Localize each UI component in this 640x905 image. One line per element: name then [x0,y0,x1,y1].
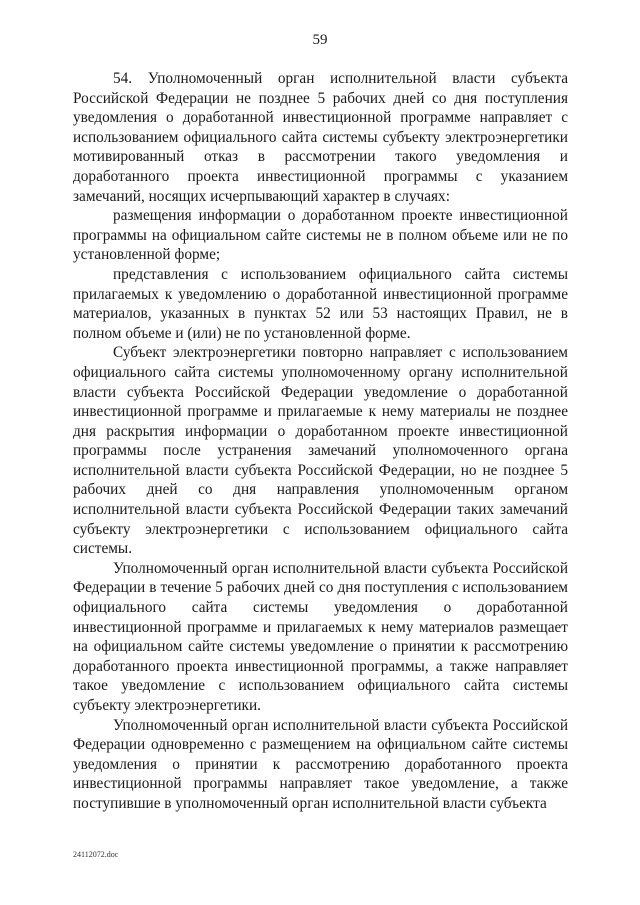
list-item-submission-materials: представления с использованием официального сайта системы прилагаемых к уведомлению о доработанной инвестиционной программе материалов, указанных в пунктах 52 или 53 настоящих Правил, не в полном объеме и (или) не по установленной форме. [73,265,568,342]
paragraph-acceptance-notice: Уполномоченный орган исполнительной власти субъекта Российской Федерации в течение 5 рабочих дней со дня поступления с использованием официального сайта системы уведомления о доработанной инвестиционной программе и прилагаемых к нему материалов размещает на официальном сайте системы уведомление о принятии к рассмотрению доработанного проекта инвестиционной программы, а также направляет такое уведомление с использованием официального сайта системы субъекту электроэнергетики. [73,559,568,714]
paragraph-54: 54. Уполномоченный орган исполнительной власти субъекта Российской Федерации не позднее 5 рабочих дней со дня поступления уведомления о доработанной инвестиционной программе направляет с использованием официального сайта системы субъекту электроэнергетики мотивированный отказ в рассмотрении такого уведомления и доработанного проекта инвестиционной программы с указанием замечаний, носящих исчерпывающий характер в случаях: [73,70,568,205]
document-file-code: 24112072.doc [73,850,119,859]
paragraph-resubmission: Субъект электроэнергетики повторно направляет с использованием официального сайта системы уполномоченному органу исполнительной власти субъекта Российской Федерации уведомление о доработанной инвестиционной программе и прилагаемые к нему материалы не позднее дня раскрытия информации о доработанном проекте инвестиционной программы после устранения замечаний уполномоченного органа исполнительной власти субъекта Российской Федерации, но не позднее 5 рабочих дней со дня направления уполномоченным органом исполнительной власти субъекта Российской Федерации таких замечаний субъекту электроэнергетики с использованием официального сайта системы. [73,344,568,558]
paragraph-simultaneous-notice: Уполномоченный орган исполнительной власти субъекта Российской Федерации одновременно с размещением на официальном сайте системы уведомления о принятии к рассмотрению доработанного проекта инвестиционной программы направляет такое уведомление, а также поступившие в уполномоченный орган исполнительной власти субъекта [73,716,568,812]
page-number: 59 [312,32,328,48]
document-body [73,69,568,814]
list-item-posting-info: размещения информации о доработанном проекте инвестиционной программы на официальном сайте системы не в полном объеме или не по установленной форме; [73,207,568,264]
